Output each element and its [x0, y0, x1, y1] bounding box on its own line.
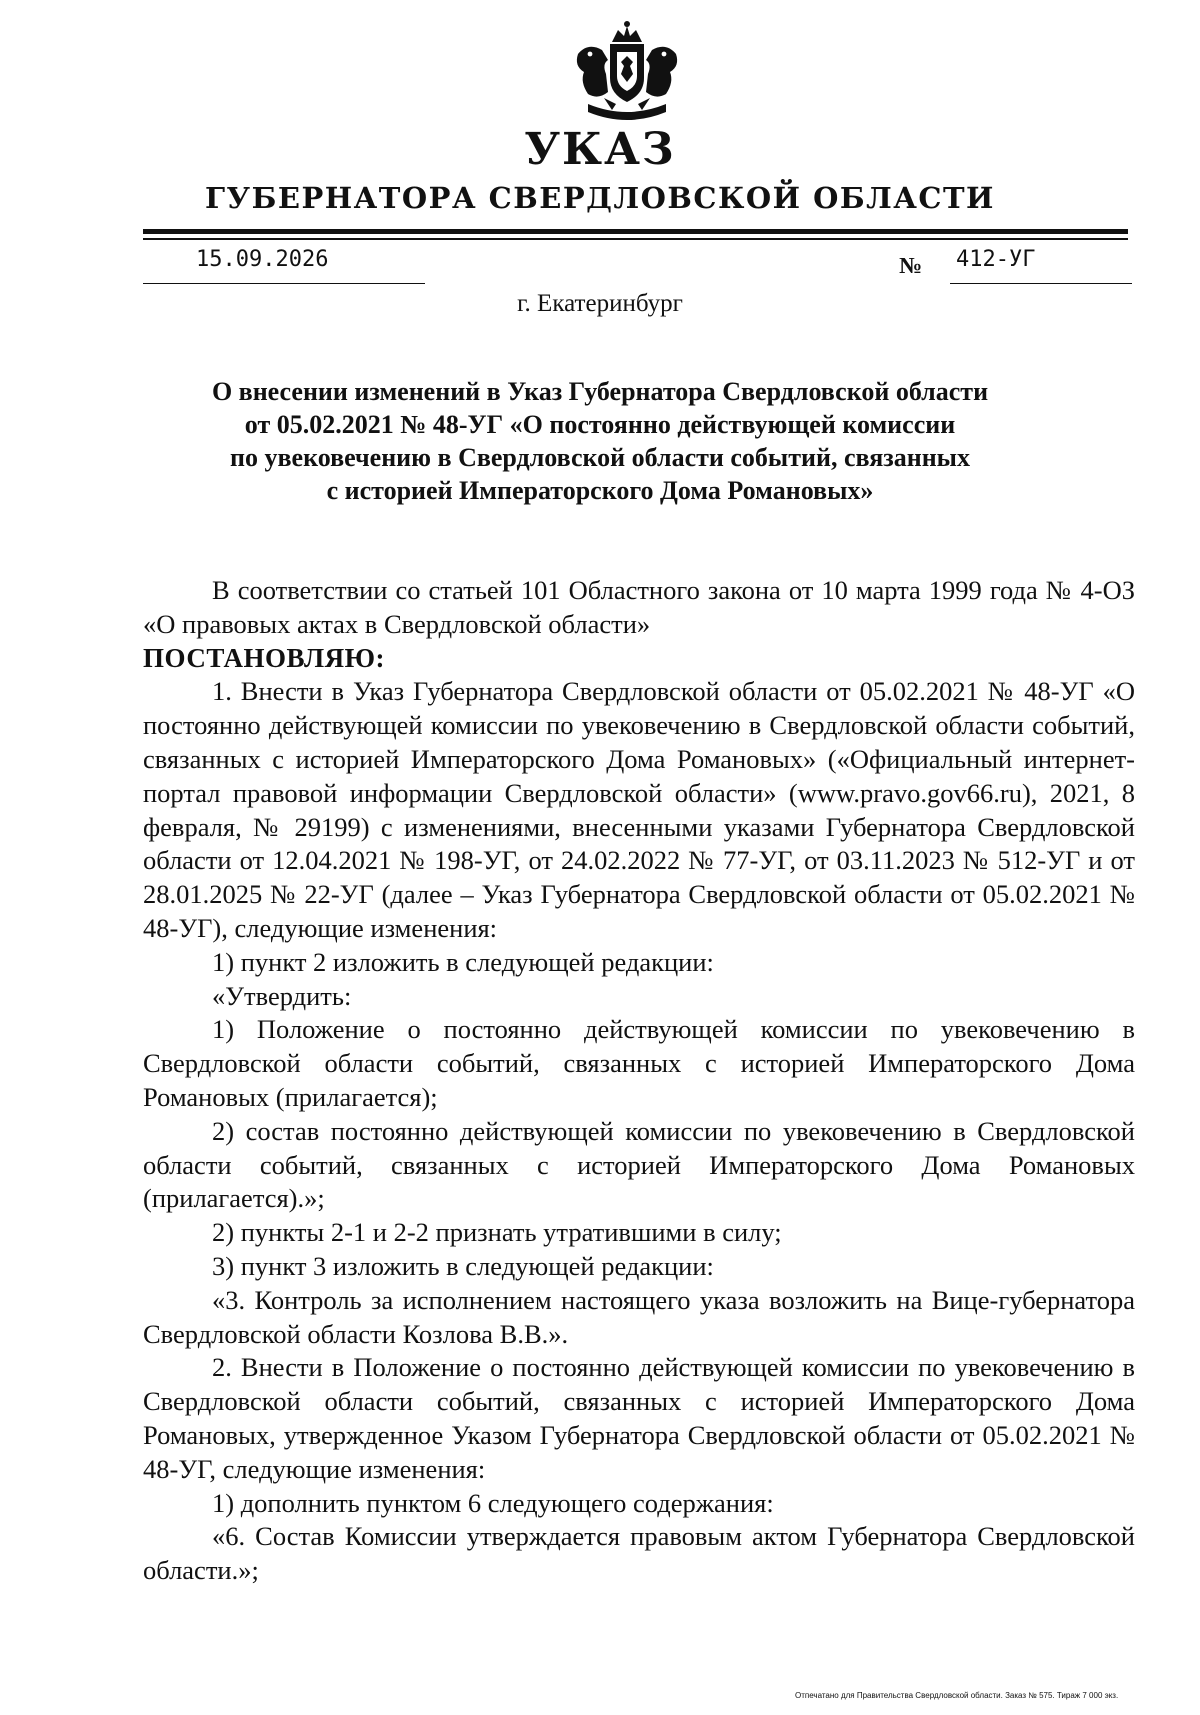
paragraph: 1) дополнить пунктом 6 следующего содержания: — [212, 1487, 774, 1518]
date-underline — [143, 283, 425, 284]
decree-number: 412-УГ — [956, 247, 1036, 272]
paragraph: «3. Контроль за исполнением настоящего указа возложить на Вице-губернатора Свердловской области Козлова В.В.». — [143, 1284, 1135, 1349]
document-subtitle: ГУБЕРНАТОРА СВЕРДЛОВСКОЙ ОБЛАСТИ — [205, 181, 995, 215]
heading-line: по увековечению в Свердловской области событий, связанных — [230, 443, 970, 472]
document-title: УКАЗ — [524, 124, 676, 175]
number-underline — [950, 283, 1132, 284]
print-footer: Отпечатано для Правительства Свердловской области. Заказ № 575. Тираж 7 000 экз. — [795, 1691, 1119, 1700]
paragraph: 2) пункты 2-1 и 2-2 признать утратившими в силу; — [212, 1217, 782, 1248]
header-divider-thick — [143, 229, 1128, 234]
city-name: г. Екатеринбург — [517, 290, 683, 317]
paragraph: 3) пункт 3 изложить в следующей редакции: — [212, 1250, 714, 1281]
paragraph: 2. Внести в Положение о постоянно действующей комиссии по увековечению в Свердловской области событий, связанных с историей Императорского Дома Романовых, утвержденное Указом Губернатора Свердловской области от 05.02.2021 № 48-УГ, следующие изменения: — [143, 1352, 1135, 1484]
header-divider-thin — [143, 238, 1128, 240]
paragraph: 1. Внести в Указ Губернатора Свердловской области от 05.02.2021 № 48-УГ «О постоянно действующей комиссии по увековечению в Свердловской области событий, связанных с историей Императорского Дома Романовых» («Официальный интернет-портал правовой информации Свердловской области» (www.pravo.gov66.ru), 2021, 8 февраля, № 29199) с изменениями, внесенными указами Губернатора Свердловской области от 12.04.2021 № 198-УГ, от 24.02.2022 № 77-УГ, от 03.11.2023 № 512-УГ и от 28.01.2025 № 22-УГ (далее – Указ Губернатора Свердловской области от 05.02.2021 № 48-УГ), следующие изменения: — [143, 676, 1135, 943]
paragraph: 2) состав постоянно действующей комиссии по увековечению в Свердловской области событий, связанных с историей Императорского Дома Романовых (прилагается).»; — [143, 1115, 1135, 1214]
decree-word: ПОСТАНОВЛЯЮ: — [143, 642, 385, 673]
decree-date: 15.09.2026 — [196, 247, 329, 272]
number-sign: № — [899, 253, 923, 278]
decree-body — [143, 574, 1135, 1588]
paragraph: «6. Состав Комиссии утверждается правовым актом Губернатора Свердловской области.»; — [143, 1521, 1135, 1586]
intro-paragraph: В соответствии со статьей 101 Областного закона от 10 марта 1999 года № 4-ОЗ «О правовых актах в Свердловской области» — [143, 575, 1135, 639]
heading-line: с историей Императорского Дома Романовых» — [326, 476, 874, 505]
decree-heading — [150, 375, 1050, 507]
coat-of-arms-icon — [568, 20, 686, 128]
heading-line: от 05.02.2021 № 48-УГ «О постоянно действующей комиссии — [244, 410, 956, 439]
paragraph: 1) Положение о постоянно действующей комиссии по увековечению в Свердловской области событий, связанных с историей Императорского Дома Романовых (прилагается); — [143, 1014, 1135, 1112]
paragraph: 1) пункт 2 изложить в следующей редакции: — [212, 946, 714, 977]
heading-line: О внесении изменений в Указ Губернатора Свердловской области — [211, 377, 989, 406]
paragraph: «Утвердить: — [212, 980, 352, 1011]
